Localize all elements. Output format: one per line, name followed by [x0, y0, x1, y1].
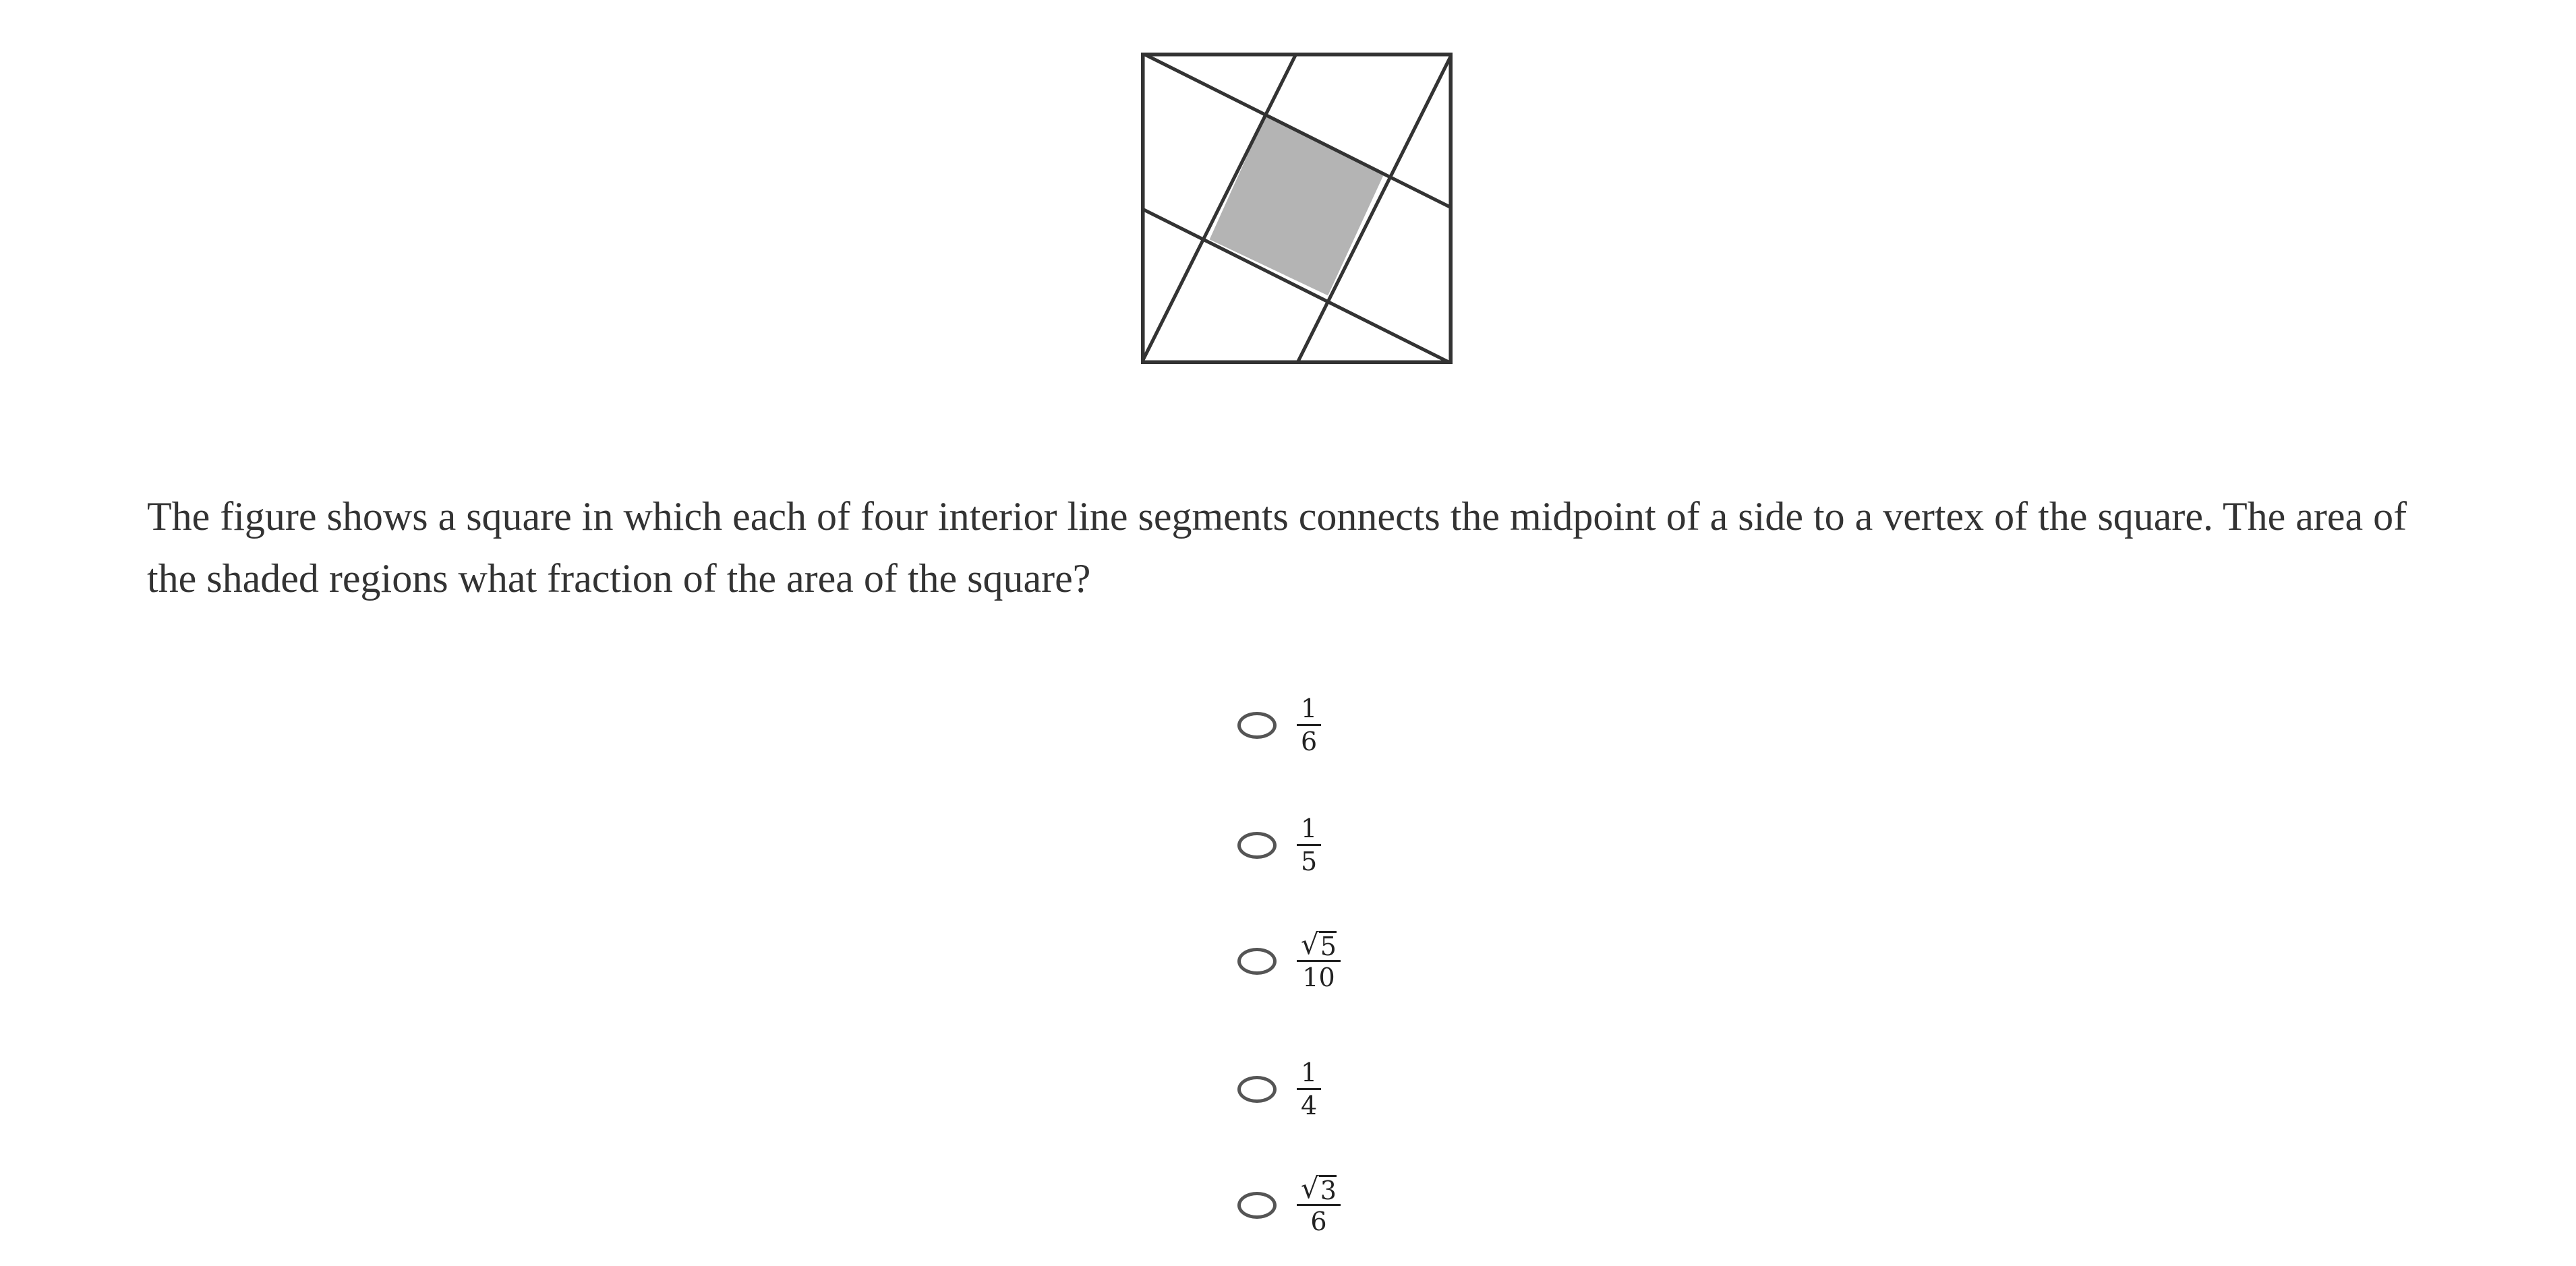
- radicand-e: 3: [1320, 1176, 1337, 1205]
- numerator-d: 1: [1301, 1058, 1318, 1087]
- choice-d[interactable]: [1237, 1057, 1321, 1121]
- choice-a[interactable]: [1237, 693, 1321, 757]
- numerator-c: [1297, 929, 1341, 960]
- square-diagram: [1141, 53, 1453, 364]
- denominator-e: 6: [1310, 1207, 1327, 1236]
- sqrt-icon: √: [1301, 1172, 1319, 1205]
- radio-button-d[interactable]: [1237, 1076, 1277, 1103]
- sqrt-icon: √: [1301, 928, 1319, 961]
- question-text: The figure shows a square in which each of four interior line segments connects the midpoint of a side to a vertex of the square. The area of the shaded regions what fraction of the area of the square?: [147, 494, 2407, 601]
- radio-button-b[interactable]: [1237, 832, 1277, 859]
- radio-button-c[interactable]: [1237, 948, 1277, 975]
- denominator-a: 6: [1301, 727, 1318, 756]
- shaded-region: [1210, 115, 1384, 295]
- square-figure: [1141, 53, 1453, 364]
- radio-button-a[interactable]: [1237, 712, 1277, 739]
- fraction-b: [1297, 813, 1321, 877]
- choice-e[interactable]: [1237, 1173, 1341, 1237]
- fraction-c: [1297, 929, 1341, 993]
- numerator-a: 1: [1301, 694, 1318, 723]
- fraction-e: [1297, 1173, 1341, 1237]
- choice-b[interactable]: [1237, 813, 1321, 877]
- fraction-a: [1297, 693, 1321, 757]
- radicand-c: 5: [1320, 932, 1337, 961]
- denominator-b: 5: [1301, 847, 1318, 876]
- fraction-d: [1297, 1057, 1321, 1121]
- radio-button-e[interactable]: [1237, 1192, 1277, 1219]
- denominator-c: 10: [1302, 963, 1335, 992]
- denominator-d: 4: [1301, 1091, 1318, 1120]
- choice-c[interactable]: [1237, 929, 1341, 993]
- numerator-e: [1297, 1173, 1341, 1204]
- numerator-b: 1: [1301, 814, 1318, 843]
